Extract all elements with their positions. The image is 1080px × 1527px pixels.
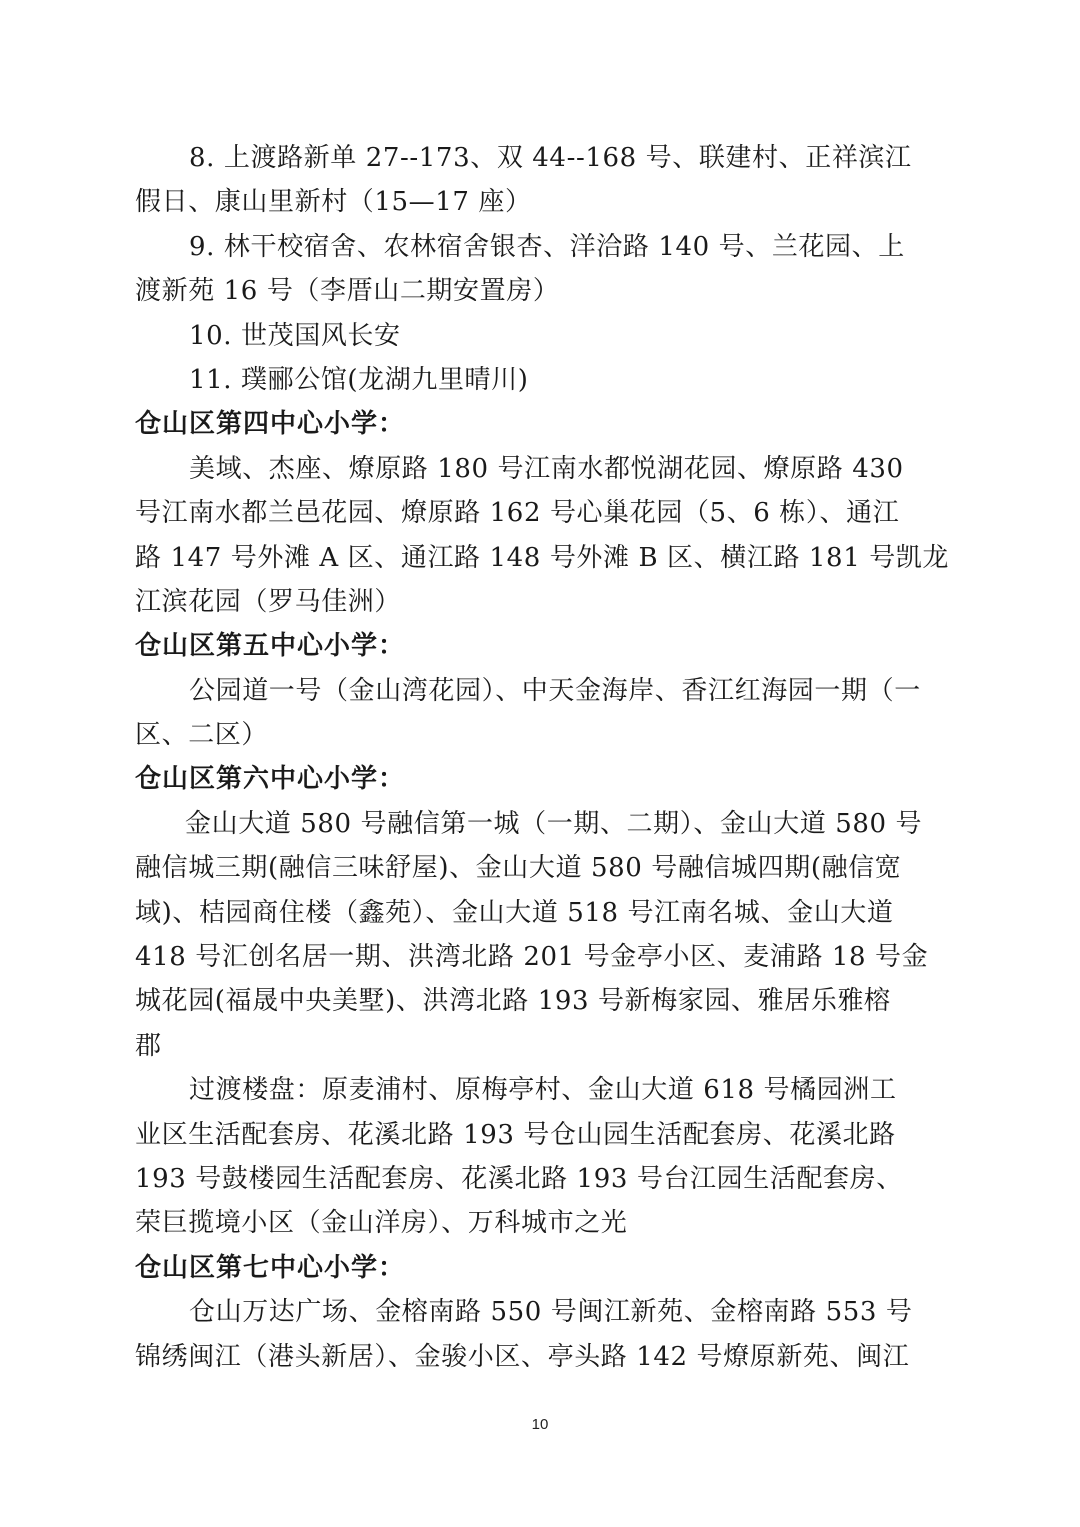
section-heading-school-4: 仓山区第四中心小学：	[135, 409, 406, 440]
text-line: 仓山万达广场、金榕南路 550 号闽江新苑、金榕南路 553 号	[189, 1297, 913, 1328]
list-item-11	[135, 358, 951, 402]
text-line: 江滨花园（罗马佳洲）	[135, 586, 402, 617]
text-line: 路 147 号外滩 A 区、通江路 148 号外滩 B 区、横江路 181 号凯龙	[135, 542, 950, 573]
list-item-9	[135, 225, 951, 314]
paragraph-school-6-areas	[135, 802, 951, 1068]
paragraph-school-4-areas	[135, 447, 951, 625]
text-line: 城花园(福晟中央美墅)、洪湾北路 193 号新梅家园、雅居乐雅榕	[135, 986, 891, 1017]
text-line: 公园道一号（金山湾花园）、中天金海岸、香江红海园一期（一	[189, 675, 921, 706]
section-heading-school-7: 仓山区第七中心小学：	[135, 1252, 406, 1283]
text-line: 9. 林干校宿舍、农林宿舍银杏、洋洽路 140 号、兰花园、上	[189, 231, 905, 262]
text-line: 渡新苑 16 号（李厝山二期安置房）	[135, 276, 560, 307]
text-line: 418 号汇创名居一期、洪湾北路 201 号金亭小区、麦浦路 18 号金	[135, 942, 929, 973]
list-item-8	[135, 136, 951, 225]
document-page-body	[135, 136, 951, 1379]
text-line: 号江南水都兰邑花园、燎原路 162 号心巢花园（5、6 栋）、通江	[135, 498, 900, 529]
text-line: 域)、桔园商住楼（鑫苑）、金山大道 518 号江南名城、金山大道	[135, 897, 894, 928]
text-line: 金山大道 580 号融信第一城（一期、二期）、金山大道 580 号	[185, 808, 923, 839]
section-heading-school-6: 仓山区第六中心小学：	[135, 764, 406, 795]
text-line: 假日、康山里新村（15—17 座）	[135, 187, 532, 218]
section-heading-school-5: 仓山区第五中心小学：	[135, 631, 406, 662]
text-line: 荣巨揽境小区（金山洋房）、万科城市之光	[135, 1208, 628, 1239]
text-line: 8. 上渡路新单 27--173、双 44--168 号、联建村、正祥滨江	[189, 143, 912, 173]
text-line: 融信城三期(融信三味舒屋)、金山大道 580 号融信城四期(融信宽	[135, 853, 902, 884]
page-number: 10	[531, 1416, 549, 1433]
text-line: 美域、杰座、燎原路 180 号江南水都悦湖花园、燎原路 430	[189, 453, 904, 484]
text-line: 过渡楼盘：原麦浦村、原梅亭村、金山大道 618 号橘园洲工	[189, 1075, 897, 1106]
text-line: 10. 世茂国风长安	[189, 320, 401, 351]
text-line: 锦绣闽江（港头新居）、金骏小区、亭头路 142 号燎原新苑、闽江	[135, 1341, 910, 1372]
text-line: 区、二区）	[135, 720, 269, 751]
paragraph-school-7-areas	[135, 1290, 951, 1379]
list-item-10	[135, 314, 951, 358]
text-line: 11. 璞郦公馆(龙湖九里晴川)	[189, 364, 529, 395]
text-line: 193 号鼓楼园生活配套房、花溪北路 193 号台江园生活配套房、	[135, 1163, 903, 1194]
text-line: 业区生活配套房、花溪北路 193 号仓山园生活配套房、花溪北路	[135, 1119, 896, 1150]
paragraph-school-6-transitional	[135, 1068, 951, 1246]
text-line: 郡	[135, 1030, 162, 1061]
paragraph-school-5-areas	[135, 669, 951, 758]
